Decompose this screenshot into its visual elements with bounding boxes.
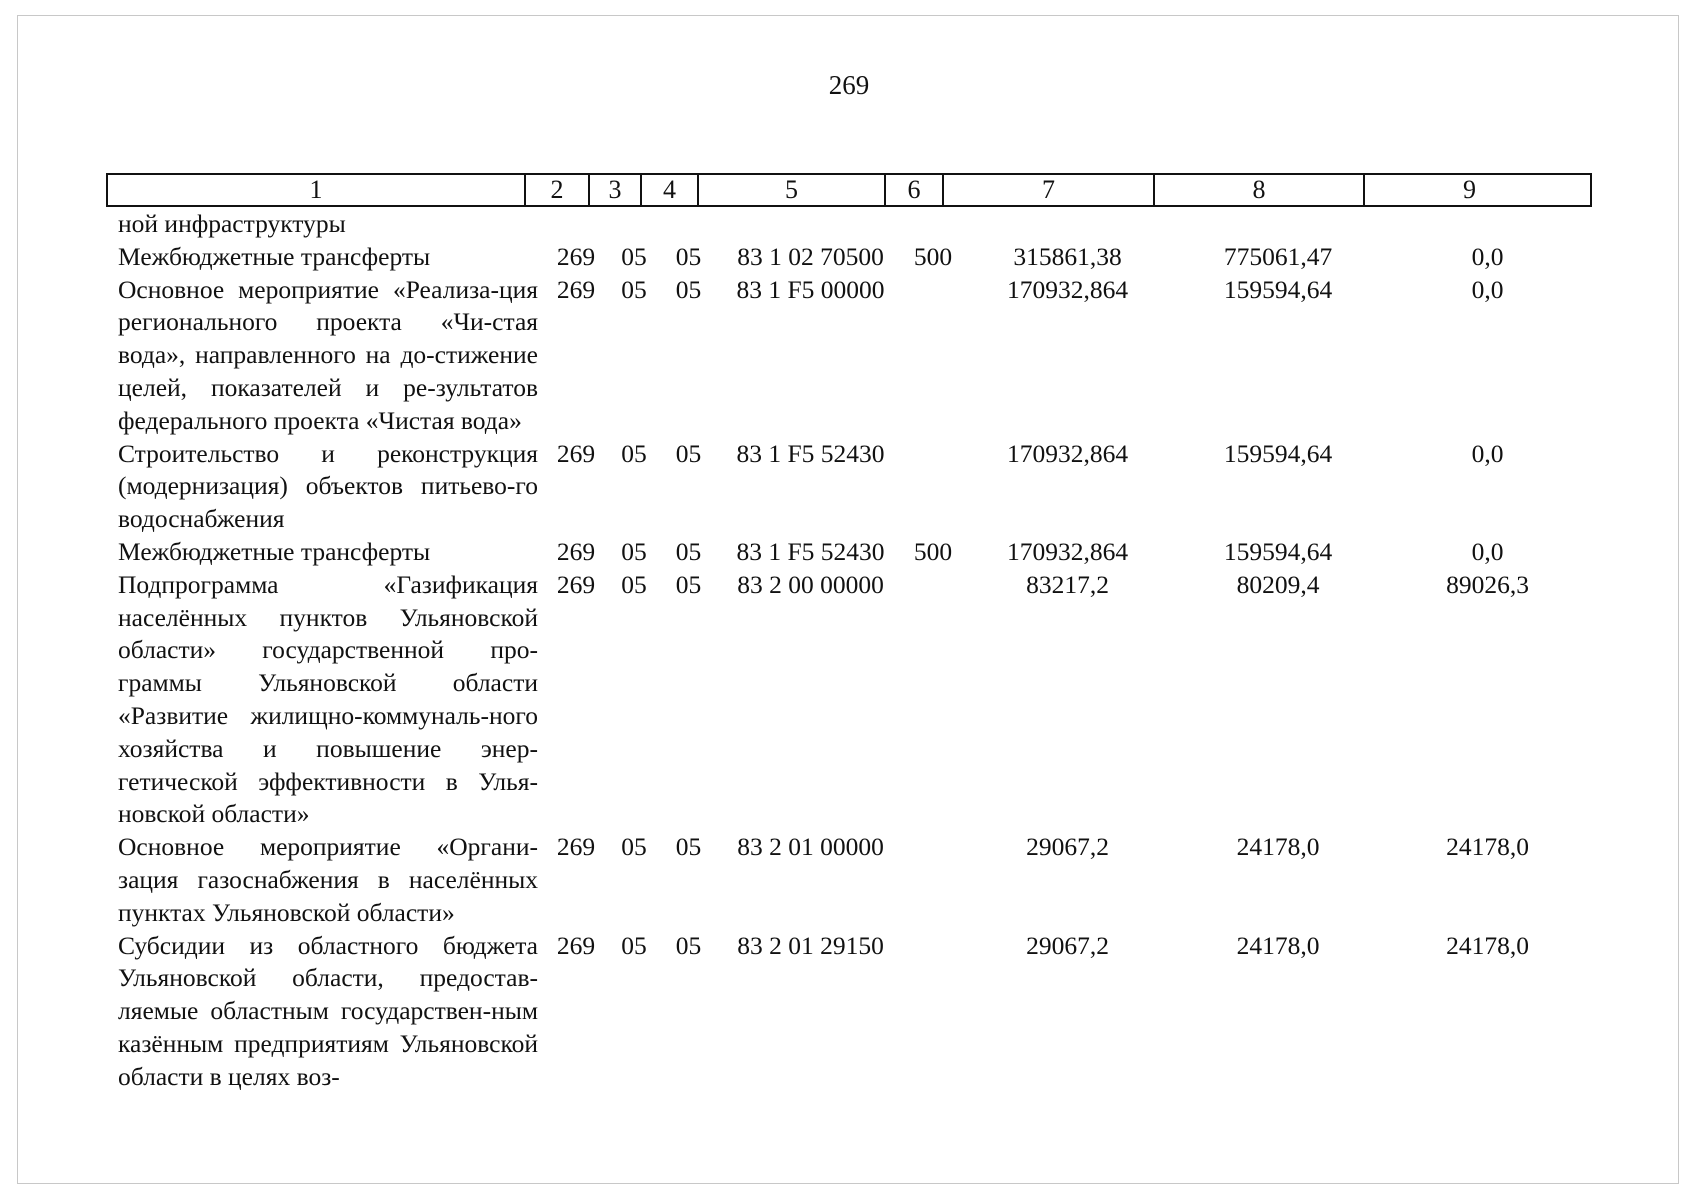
row-rz: 05 (621, 832, 647, 862)
row-rz (608, 208, 660, 241)
row-grbs: 269 (556, 930, 596, 960)
row-amount-2: 24178,0 (1236, 930, 1320, 960)
row-vr (904, 438, 962, 536)
table-row (108, 569, 1592, 831)
row-name: Основное мероприятие «Реализа-ция регионального проекта «Чи-стая вода», направленного на до-стижение целей, показателей и ре-зультатов федерального проекта «Чистая вода» (118, 274, 538, 435)
row-pr: 05 (675, 569, 702, 599)
row-amount-2: 24178,0 (1236, 832, 1320, 862)
row-amount-2 (1173, 208, 1383, 241)
table-row (108, 438, 1592, 536)
row-amount-1: 83217,2 (1026, 569, 1109, 599)
row-grbs: 269 (556, 438, 596, 468)
header-col-1: 1 (108, 175, 526, 205)
row-csr: 83 2 01 00000 (737, 832, 884, 862)
row-amount-3: 24178,0 (1446, 930, 1529, 960)
header-col-5: 5 (699, 175, 886, 205)
row-name: ной инфраструктуры (118, 209, 346, 238)
row-amount-2: 159594,64 (1223, 438, 1333, 468)
table-row (108, 536, 1592, 569)
table-row (108, 930, 1592, 1094)
row-amount-3: 0,0 (1471, 241, 1504, 271)
table-row (108, 831, 1592, 929)
row-amount-2: 159594,64 (1223, 274, 1333, 304)
row-grbs: 269 (556, 241, 596, 271)
row-grbs: 269 (556, 274, 596, 304)
row-pr (660, 208, 717, 241)
header-col-8: 8 (1155, 175, 1365, 205)
row-pr: 05 (675, 241, 702, 271)
page-number: 269 (828, 70, 870, 100)
row-grbs: 269 (556, 536, 596, 566)
row-csr: 83 2 00 00000 (737, 569, 884, 599)
row-amount-1 (962, 208, 1173, 241)
row-vr (904, 831, 962, 929)
row-name: Подпрограмма «Газификация населённых пунктов Ульяновской области» государственной про-граммы Ульяновской области «Развитие жилищно-коммуналь-ного хозяйства и повышение энер-гетической эффективности в Улья-новской области» (118, 569, 538, 829)
row-amount-1: 170932,864 (1006, 438, 1129, 468)
row-amount-3: 0,0 (1471, 536, 1504, 566)
row-amount-1: 315861,38 (1013, 241, 1122, 271)
budget-table (108, 208, 1592, 1094)
row-vr (904, 930, 962, 1094)
header-col-7: 7 (944, 175, 1155, 205)
row-pr: 05 (675, 930, 702, 960)
row-amount-3: 0,0 (1471, 438, 1504, 468)
row-amount-1: 29067,2 (1026, 930, 1109, 960)
row-rz: 05 (621, 930, 647, 960)
row-amount-3: 0,0 (1471, 274, 1504, 304)
header-col-2: 2 (526, 175, 590, 205)
row-amount-1: 170932,864 (1006, 274, 1129, 304)
row-amount-2: 159594,64 (1223, 536, 1333, 566)
table-row (108, 208, 1592, 241)
row-pr: 05 (675, 832, 702, 862)
row-name: Строительство и реконструкция (модернизация) объектов питьево-го водоснабжения (118, 438, 538, 534)
row-vr (904, 274, 962, 438)
row-grbs: 269 (556, 832, 596, 862)
row-amount-2: 775061,47 (1223, 241, 1333, 271)
row-rz: 05 (621, 569, 647, 599)
row-rz: 05 (621, 241, 647, 271)
row-vr (904, 208, 962, 241)
row-csr: 83 1 F5 00000 (736, 274, 885, 304)
row-rz: 05 (621, 438, 647, 468)
row-amount-3 (1383, 208, 1592, 241)
header-col-9: 9 (1463, 175, 1476, 204)
row-amount-3: 89026,3 (1446, 569, 1529, 599)
row-amount-1: 29067,2 (1026, 832, 1109, 862)
row-rz: 05 (621, 536, 647, 566)
row-csr: 83 1 02 70500 (737, 241, 884, 271)
row-grbs: 269 (556, 569, 596, 599)
row-csr (717, 208, 904, 241)
header-col-4: 4 (642, 175, 699, 205)
row-grbs (544, 208, 608, 241)
row-amount-1: 170932,864 (1006, 536, 1129, 566)
table-row (108, 274, 1592, 438)
row-vr (904, 569, 962, 831)
row-csr: 83 2 01 29150 (737, 930, 884, 960)
row-name: Основное мероприятие «Органи-зация газоснабжения в населённых пунктах Ульяновской области» (118, 832, 538, 927)
row-name: Межбюджетные трансферты (118, 536, 431, 566)
row-pr: 05 (675, 438, 702, 468)
row-amount-3: 24178,0 (1446, 832, 1529, 862)
row-amount-2: 80209,4 (1236, 569, 1320, 599)
header-col-3: 3 (590, 175, 642, 205)
row-csr: 83 1 F5 52430 (736, 438, 885, 468)
header-col-6: 6 (886, 175, 944, 205)
row-rz: 05 (621, 274, 647, 304)
row-pr: 05 (675, 536, 702, 566)
row-name: Межбюджетные трансферты (118, 241, 431, 271)
row-pr: 05 (675, 274, 702, 304)
table-header-row (106, 173, 1592, 207)
row-name: Субсидии из областного бюджета Ульяновской области, предостав-ляемые областным государствен-ным казённым предприятиям Ульяновской области в целях воз- (118, 930, 538, 1091)
row-csr: 83 1 F5 52430 (736, 536, 885, 566)
row-vr: 500 (913, 536, 953, 566)
table-row (108, 241, 1592, 274)
row-vr: 500 (913, 241, 953, 271)
